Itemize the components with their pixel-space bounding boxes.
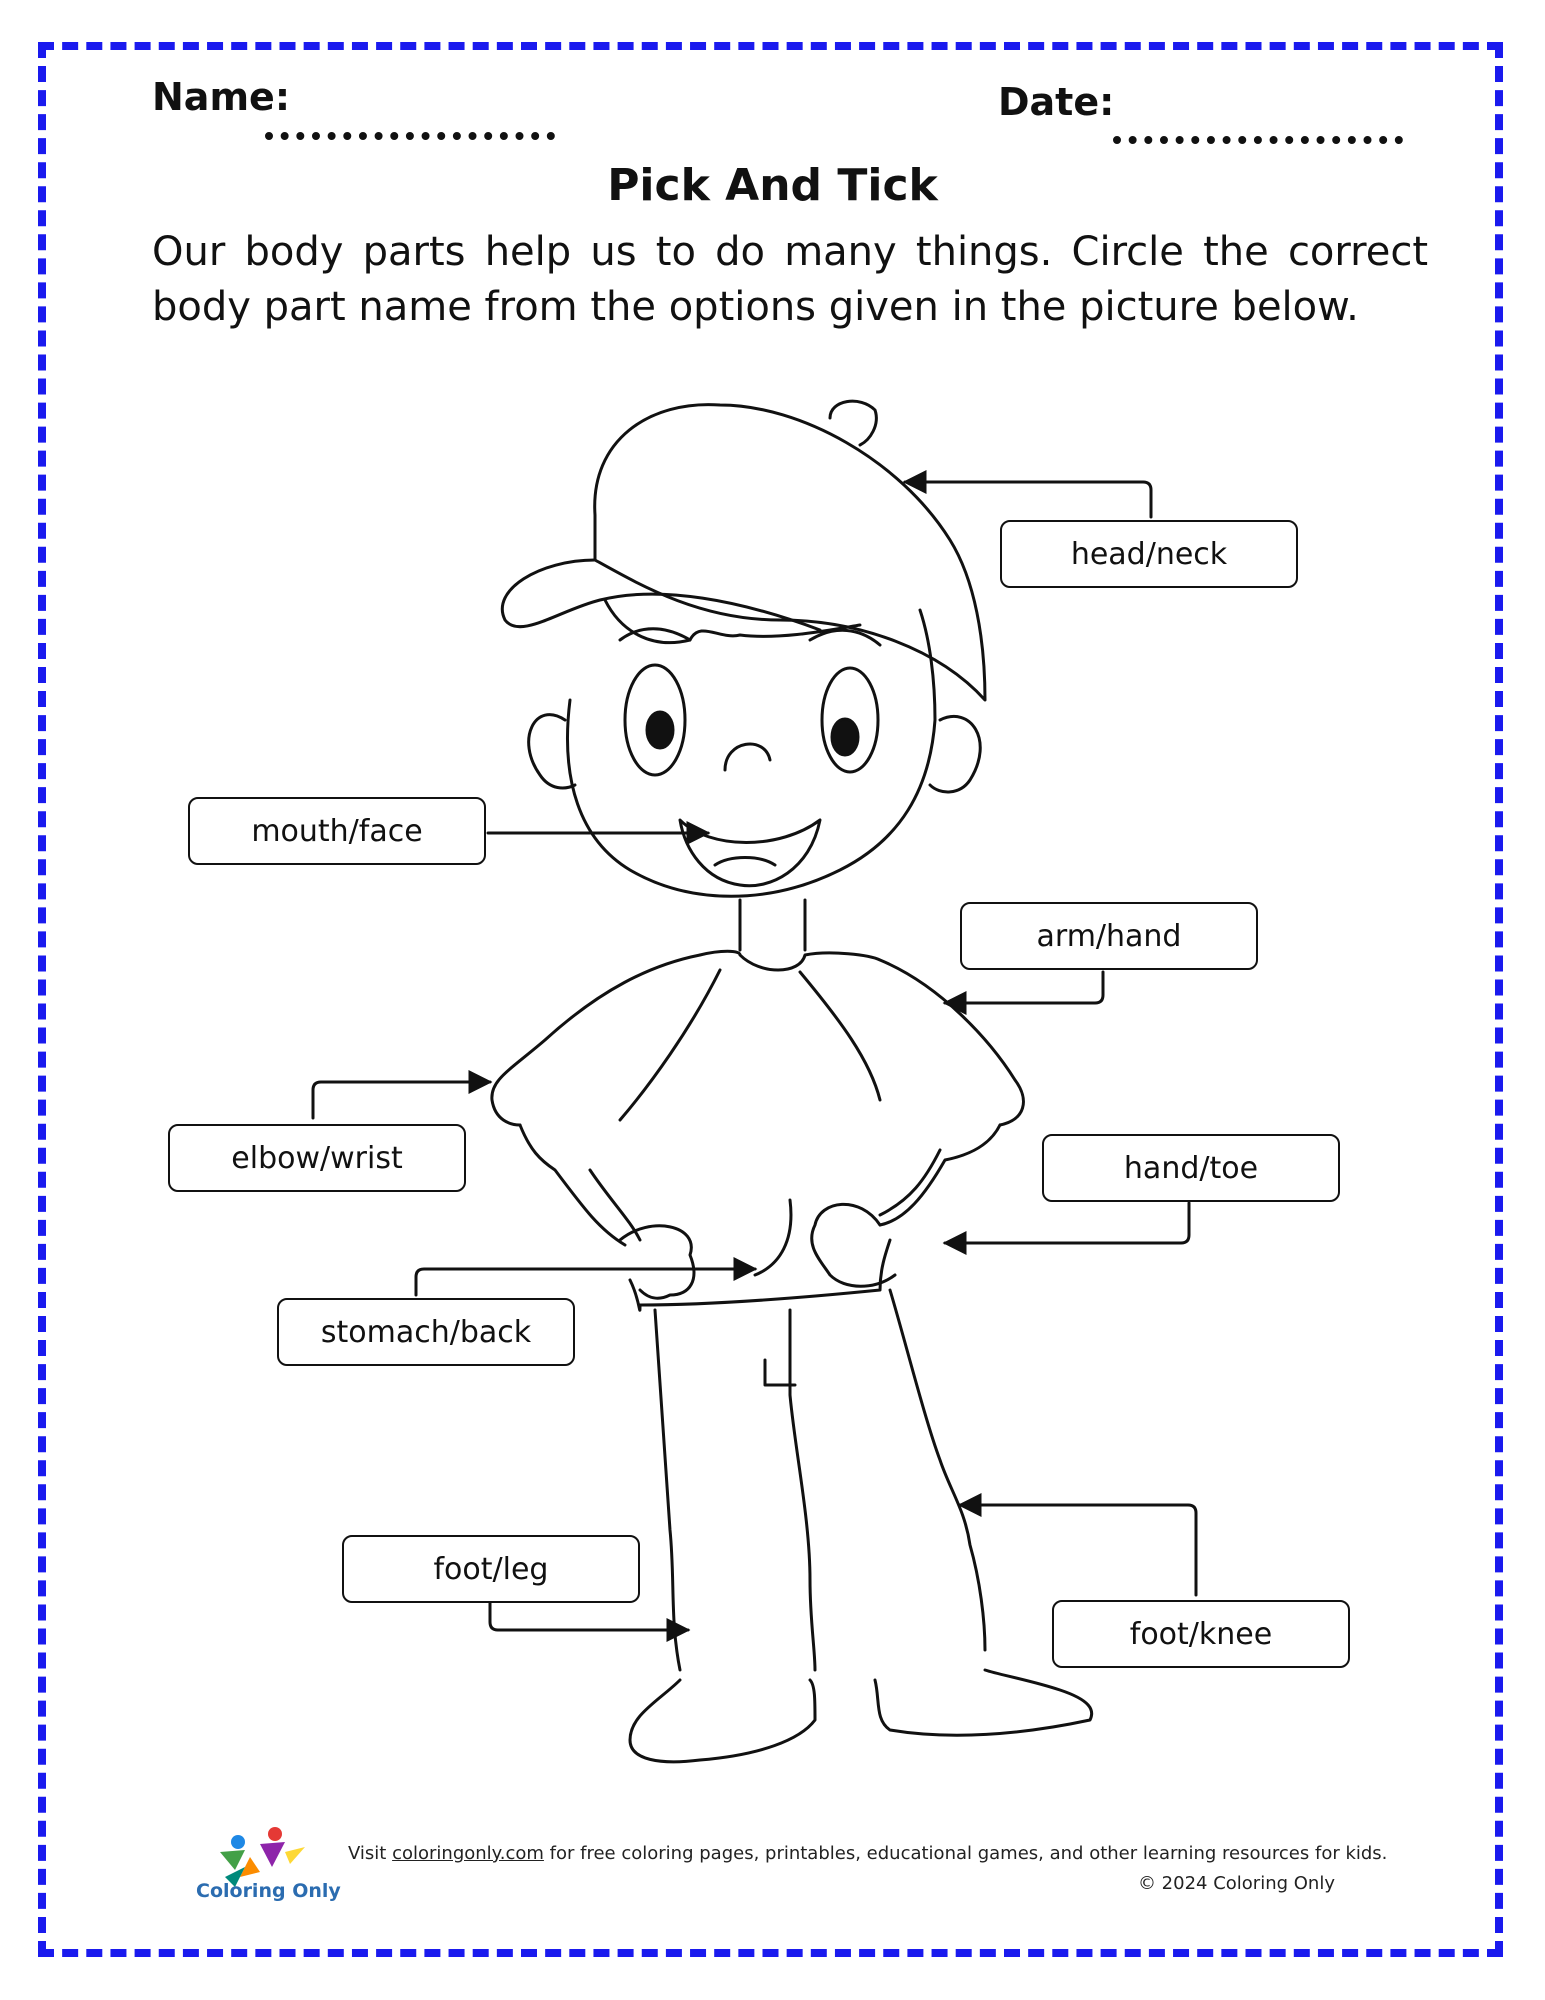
- label-foot-knee[interactable]: foot/knee: [1052, 1600, 1350, 1668]
- label-stomach-back[interactable]: stomach/back: [277, 1298, 575, 1366]
- face: [568, 610, 936, 896]
- label-elbow-wrist[interactable]: elbow/wrist: [168, 1124, 466, 1192]
- copyright: © 2024 Coloring Only: [1137, 1873, 1335, 1894]
- label-mouth-face[interactable]: mouth/face: [188, 797, 486, 865]
- label-hand-toe[interactable]: hand/toe: [1042, 1134, 1340, 1202]
- right-ear: [930, 716, 980, 792]
- instructions: Our body parts help us to do many things. Circle the correct body part name from the options given in the picture below.: [152, 229, 1428, 330]
- name-label: Name:: [152, 75, 291, 119]
- mouth: [680, 820, 820, 886]
- logo-text: Coloring Only: [196, 1880, 341, 1902]
- left-shoe: [630, 1680, 815, 1762]
- label-arm-hand[interactable]: arm/hand: [960, 902, 1258, 970]
- left-hand: [620, 1226, 694, 1298]
- shirt: [700, 951, 1023, 1125]
- pants: [655, 1310, 680, 1670]
- date-label: Date:: [998, 80, 1115, 124]
- cap: [595, 405, 985, 700]
- label-head-neck[interactable]: head/neck: [1000, 520, 1298, 588]
- footer-visit-prefix: Visit: [348, 1843, 387, 1864]
- footer-visit-text: [348, 1843, 1387, 1864]
- footer-site-link[interactable]: coloringonly.com: [392, 1843, 544, 1864]
- page-title: Pick And Tick: [607, 160, 938, 211]
- footer-visit-suffix: for free coloring pages, printables, educational games, and other learning resources for kids.: [549, 1843, 1388, 1864]
- label-foot-leg[interactable]: foot/leg: [342, 1535, 640, 1603]
- nose: [725, 744, 770, 770]
- right-shoe: [875, 1670, 1092, 1735]
